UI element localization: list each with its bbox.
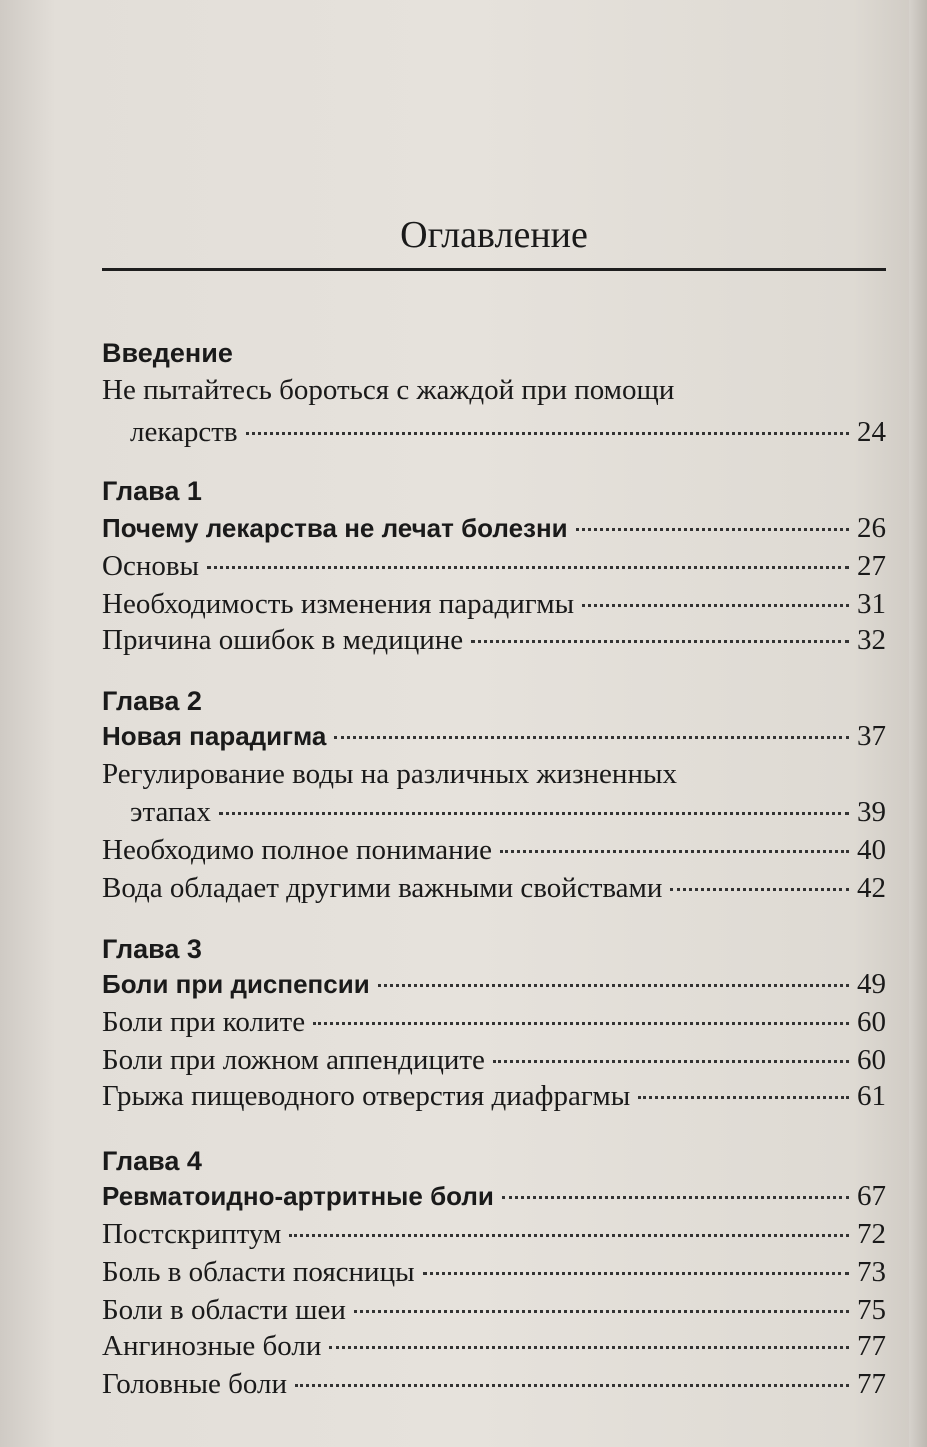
leader-dots — [502, 1196, 849, 1199]
entry-title: Боли при ложном аппендиците — [102, 1044, 485, 1076]
entry-title: Вода обладает другими важными свойствами — [102, 872, 663, 904]
entry-title: Постскриптум — [102, 1218, 282, 1250]
leader-dots — [334, 736, 849, 739]
page-number: 77 — [857, 1330, 886, 1362]
page-number: 77 — [857, 1368, 886, 1400]
entry-title: Боли при колите — [102, 1006, 306, 1038]
entry-title: Необходимо полное понимание — [102, 834, 492, 866]
toc-entry — [102, 792, 886, 832]
leader-dots — [493, 1060, 849, 1063]
toc-entry — [102, 1252, 886, 1292]
toc-entry — [102, 1364, 886, 1404]
page-number: 27 — [857, 550, 886, 582]
leader-dots — [582, 604, 849, 607]
toc-title: Оглавление — [400, 214, 588, 256]
leader-dots — [313, 1022, 849, 1025]
page-number: 72 — [857, 1218, 886, 1250]
entry-title: Почему лекарства не лечат болезни — [102, 513, 568, 543]
page-edge — [909, 0, 927, 1447]
leader-dots — [576, 528, 849, 531]
page-number: 26 — [857, 512, 886, 544]
entry-title: Ангинозные боли — [102, 1330, 322, 1362]
toc-entry — [102, 508, 886, 548]
intro-entry-line1: Не пытайтесь бороться с жаждой при помощи — [102, 374, 675, 406]
chapter-1-heading: Глава 1 — [102, 476, 202, 506]
title-rule — [102, 268, 886, 271]
chapter-3-heading: Глава 3 — [102, 934, 202, 964]
page-number: 60 — [857, 1044, 886, 1076]
page-number: 32 — [857, 624, 886, 656]
toc-entry — [102, 1076, 886, 1116]
toc-entry — [102, 1214, 886, 1254]
leader-dots — [378, 984, 849, 987]
toc-entry — [102, 1176, 886, 1216]
entry-title: Необходимость изменения парадигмы — [102, 588, 575, 620]
page-number: 49 — [857, 968, 886, 1000]
page-number: 60 — [857, 1006, 886, 1038]
intro-entry-line2: лекарств — [130, 416, 238, 448]
page-number: 40 — [857, 834, 886, 866]
entry-title: Боли в области шеи — [102, 1294, 346, 1326]
toc-entry — [102, 716, 886, 756]
toc-entry — [102, 584, 886, 624]
entry-title: Основы — [102, 550, 200, 582]
entry-title: Боли при диспепсии — [102, 969, 370, 999]
leader-dots — [295, 1384, 849, 1387]
page-number: 75 — [857, 1294, 886, 1326]
chapter-2-heading: Глава 2 — [102, 686, 202, 716]
entry-title: Грыжа пищеводного отверстия диафрагмы — [102, 1080, 631, 1112]
entry-title: Новая парадигма — [102, 721, 327, 751]
entry-title: Головные боли — [102, 1368, 287, 1400]
entry-title: Боль в области поясницы — [102, 1256, 415, 1288]
entry-title-line1: Регулирование воды на различных жизненных — [102, 758, 677, 790]
page-number: 42 — [857, 872, 886, 904]
toc-entry — [102, 546, 886, 586]
entry-title-line2: этапах — [130, 796, 211, 828]
toc-entry — [102, 830, 886, 870]
page-number: 67 — [857, 1180, 886, 1212]
page-number: 24 — [857, 416, 886, 448]
page-number: 39 — [857, 796, 886, 828]
leader-dots — [289, 1234, 849, 1237]
toc-entry — [102, 964, 886, 1004]
leader-dots — [329, 1346, 849, 1349]
leader-dots — [670, 888, 849, 891]
leader-dots — [638, 1096, 849, 1099]
intro-heading: Введение — [102, 338, 233, 368]
leader-dots — [354, 1310, 849, 1313]
leader-dots — [423, 1272, 849, 1275]
toc-entry — [102, 620, 886, 660]
leader-dots — [471, 640, 849, 643]
leader-dots — [246, 432, 849, 435]
toc-entry — [102, 1290, 886, 1330]
entry-title: Причина ошибок в медицине — [102, 624, 464, 656]
toc-entry — [102, 1002, 886, 1042]
leader-dots — [219, 812, 849, 815]
toc-entry — [102, 1326, 886, 1366]
intro-entry — [102, 412, 886, 452]
entry-title: Ревматоидно-артритные боли — [102, 1181, 494, 1211]
toc-entry — [102, 1040, 886, 1080]
page-number: 31 — [857, 588, 886, 620]
page-number: 73 — [857, 1256, 886, 1288]
page-number: 61 — [857, 1080, 886, 1112]
leader-dots — [500, 850, 849, 853]
chapter-4-heading: Глава 4 — [102, 1146, 202, 1176]
leader-dots — [207, 566, 849, 569]
toc-entry — [102, 868, 886, 908]
page-number: 37 — [857, 720, 886, 752]
